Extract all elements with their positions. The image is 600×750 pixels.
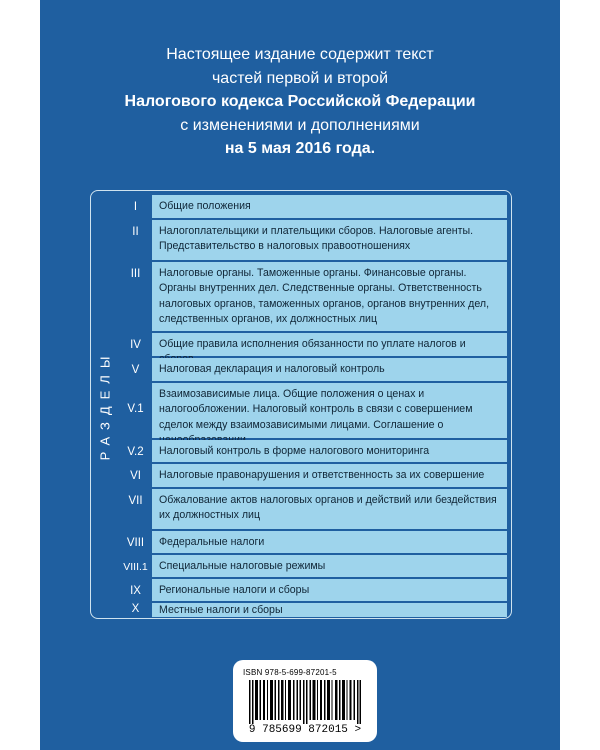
edition-note [40, 43, 560, 161]
section-title: Взаимозависимые лица. Общие положения о ценах и налогообложении. Налоговый контроль в связи с совершением сделок между взаимозависимыми лицами. Соглашение о [152, 383, 507, 438]
section-title: Налоговые правонарушения и ответственность за их совершение [152, 464, 507, 487]
section-title: Налоговые органы. Таможенные органы. Финансовые органы. Органы внутренних дел. Следственные органы. Ответственность налоговых органов, таможенных органов, органов внутренних дел, следственных органов, их должностных лиц [152, 262, 507, 331]
section-number: VII [128, 495, 143, 507]
sections-list [119, 195, 507, 614]
section-number: IX [130, 585, 141, 597]
section-row [119, 262, 507, 331]
section-row [119, 531, 507, 553]
section-number: IV [130, 339, 141, 351]
section-row [119, 383, 507, 438]
barcode-box [233, 660, 377, 742]
section-number: II [132, 226, 139, 238]
section-number: I [133, 201, 138, 213]
section-row [119, 464, 507, 487]
isbn-text: ISBN 978-5-699-87201-5 [243, 668, 337, 677]
section-row [119, 333, 507, 356]
sections-sidebar [91, 191, 119, 618]
sections-label: РАЗДЕЛЫ [97, 349, 113, 460]
section-row [119, 603, 507, 617]
section-title: Налогоплательщики и плательщики сборов. Налоговые агенты. Представительство в налоговых правоотношениях [152, 220, 507, 260]
section-row [119, 489, 507, 529]
section-row [119, 220, 507, 260]
section-number: X [131, 603, 140, 615]
section-number: VI [130, 470, 141, 482]
section-row [119, 195, 507, 218]
section-title: Общие правила исполнения обязанности по уплате налогов и [152, 333, 507, 356]
section-title: Специальные налоговые режимы [152, 555, 507, 577]
section-title: Общие положения [152, 195, 507, 218]
section-title: Налоговый контроль в форме налогового мониторинга [152, 440, 507, 462]
section-title: Местные налоги и сборы [152, 603, 507, 617]
edition-date: на 5 мая 2016 года. [224, 140, 376, 157]
section-number: VIII.1 [123, 561, 148, 573]
section-title: Обжалование актов налоговых органов и действий или бездействия их должностных лиц [152, 489, 507, 529]
section-row [119, 358, 507, 381]
section-number: V.2 [127, 446, 144, 458]
barcode-image [249, 680, 361, 724]
section-title: Федеральные налоги [152, 531, 507, 553]
barcode-digits: 9 785699 872015 > [248, 724, 362, 736]
section-number: V.1 [127, 403, 144, 415]
edition-note-line: частей первой и второй [211, 69, 389, 87]
section-row [119, 579, 507, 601]
code-title: Налогового кодекса Российской Федерации [124, 93, 476, 110]
section-row [119, 555, 507, 577]
sections-panel [90, 190, 512, 619]
edition-note-line: с изменениями и дополнениями [180, 116, 420, 134]
section-title: Налоговая декларация и налоговый контроль [152, 358, 507, 381]
section-number: V [131, 364, 140, 376]
edition-note-line: Настоящее издание содержит текст [166, 46, 434, 63]
section-row [119, 440, 507, 462]
section-number: III [130, 268, 141, 280]
section-title: Региональные налоги и сборы [152, 579, 507, 601]
section-number: VIII [126, 537, 145, 549]
